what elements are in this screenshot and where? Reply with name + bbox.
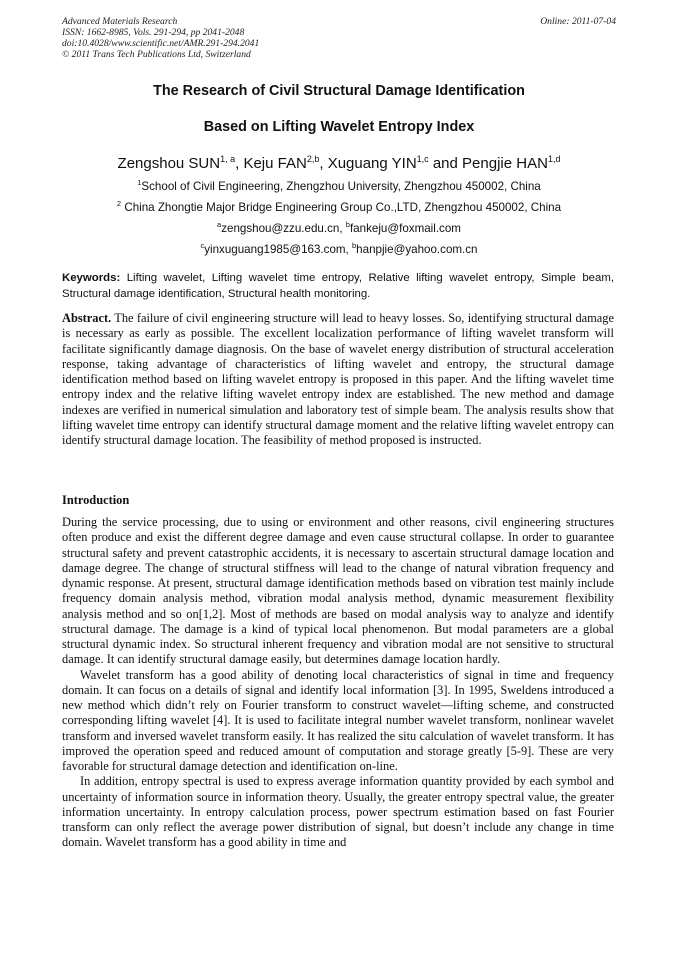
email-mark: b: [352, 241, 357, 250]
author-list: [62, 149, 616, 174]
introduction-body: [62, 515, 614, 851]
keywords-block: [62, 271, 614, 302]
email-mark: b: [345, 220, 350, 229]
paper-title-line-1: The Research of Civil Structural Damage Identification: [153, 83, 525, 99]
author-affiliation-mark: 2,b: [306, 154, 320, 164]
author-affiliation-mark: 1,d: [547, 154, 561, 164]
author-affiliation-mark: 1, a: [220, 154, 236, 164]
doi-line: doi:10.4028/www.scientific.net/AMR.291-294.2041: [62, 38, 260, 49]
email-address: hanpjie@yahoo.com.cn: [356, 242, 478, 256]
affiliation-2: [62, 196, 616, 215]
online-date: Online: 2011-07-04: [540, 16, 616, 27]
email-line-1: [62, 217, 616, 236]
affiliation-mark: 2: [116, 199, 122, 208]
keywords-label: Keywords:: [62, 272, 121, 284]
affiliation-mark: 1: [137, 178, 142, 187]
abstract-label: Abstract.: [62, 311, 112, 325]
email-line-2: [62, 238, 616, 257]
email-address: zengshou@zzu.edu.cn,: [221, 221, 346, 235]
affiliation-text: China Zhongtie Major Bridge Engineering Group Co.,LTD, Zhengzhou 450002, China: [121, 200, 562, 214]
author-separator: and: [428, 155, 463, 172]
paper-title-line-2: Based on Lifting Wavelet Entropy Index: [203, 119, 475, 135]
copyright-line: © 2011 Trans Tech Publications Ltd, Switzerland: [62, 49, 251, 60]
abstract-block: [62, 311, 614, 448]
author-name: Keju FAN: [243, 155, 307, 172]
email-mark: c: [200, 241, 205, 250]
author-affiliation-mark: 1,c: [416, 154, 429, 164]
affiliation-text: School of Civil Engineering, Zhengzhou University, Zhengzhou 450002, China: [141, 179, 541, 193]
journal-header: [62, 16, 616, 60]
email-mark: a: [217, 220, 222, 229]
affiliation-1: [62, 175, 616, 194]
intro-paragraph-1: During the service processing, due to using or environment and other reasons, civil engineering structures often produce and exist the different degree damage and even cause structural collapse. In order to guarantee structural safety and prevent catastrophic accidents, it is necessary to ascertain structural damage location and damage degree. The change of structural stiffness will lead to the change of natural vibration frequency and dynamic response. At present, structural damage identification methods based on vibration test mainly include frequency domain analysis method, vibration modal analysis method, dynamic measurement flexibility analysis method and so on[1,2]. Most of methods are based on modal analysis way to analyze and identify structural damage. The damage is a kind of typical local phenomenon. But modal parameters are a global structural dynamic index. So structural inherent frequency and vibration modal are not sensitive to structural damage. It can identify structural damage easily, but determines damage location hardly.: [62, 515, 614, 667]
author-name: Xuguang YIN: [327, 155, 417, 172]
author-separator: ,: [235, 155, 244, 172]
introduction-heading: Introduction: [62, 493, 130, 507]
author-name: Zengshou SUN: [117, 155, 221, 172]
issn-line: ISSN: 1662-8985, Vols. 291-294, pp 2041-2048: [62, 27, 245, 38]
intro-paragraph-2: Wavelet transform has a good ability of denoting local characteristics of signal in time and frequency domain. It can focus on a details of signal and identify local information [3]. In 1995, Sweldens introduced a new method which didn’t rely on Fourier transform to construct wavelet—lifting scheme, and constructed corresponding lifting wavelet [4]. It is used to facilitate integral number wavelet transform, nonlinear wavelet transform and inversed wavelet transform easily. It has realized the situ calculation of wavelet transform. It has improved the operation speed and reduced amount of computation and storage greatly [5-9]. These are very favorable for structural damage detection and identification on-line.: [62, 667, 614, 773]
journal-name: Advanced Materials Research: [62, 16, 178, 27]
author-separator: ,: [319, 155, 328, 172]
keywords-text: Lifting wavelet, Lifting wavelet time entropy, Relative lifting wavelet entropy, Simple beam, Structural damage identification, Structural health monitoring.: [62, 272, 614, 300]
email-address: yinxuguang1985@163.com,: [204, 242, 352, 256]
author-name: Pengjie HAN: [462, 155, 548, 172]
intro-paragraph-3: In addition, entropy spectral is used to express average information quantity provided by each symbol and uncertainty of information source in information theory. Usually, the greater entropy spectral value, the greater information uncertainty. In entropy calculation process, power spectrum estimation based on fast Fourier transform can only reflect the average power distribution of signal, but doesn’t include any change in time domain. Wavelet transform has a good ability in time and: [62, 774, 614, 850]
email-address: fankeju@foxmail.com: [349, 221, 461, 235]
abstract-text: The failure of civil engineering structure will lead to heavy losses. So, identifying structural damage is necessary as early as possible. The excellent localization performance of lifting wavelet transform will facilitate significantly damage diagnosis. On the base of wavelet energy distribution of structural acceleration response, taking advantage of characteristics of lifting wavelet and entropy, the structural damage identification method based on lifting wavelet entropy is proposed in this paper. And the lifting wavelet time entropy index and the relative lifting wavelet entropy index are established. The new method and damage indexes are verified in numerical simulation and laboratory test of simple beam. The analysis results show that lifting wavelet time entropy can identify structural damage moment and the relative lifting wavelet entropy can identify structural damage location. The feasibility of method proposed is instructed.: [62, 311, 614, 447]
